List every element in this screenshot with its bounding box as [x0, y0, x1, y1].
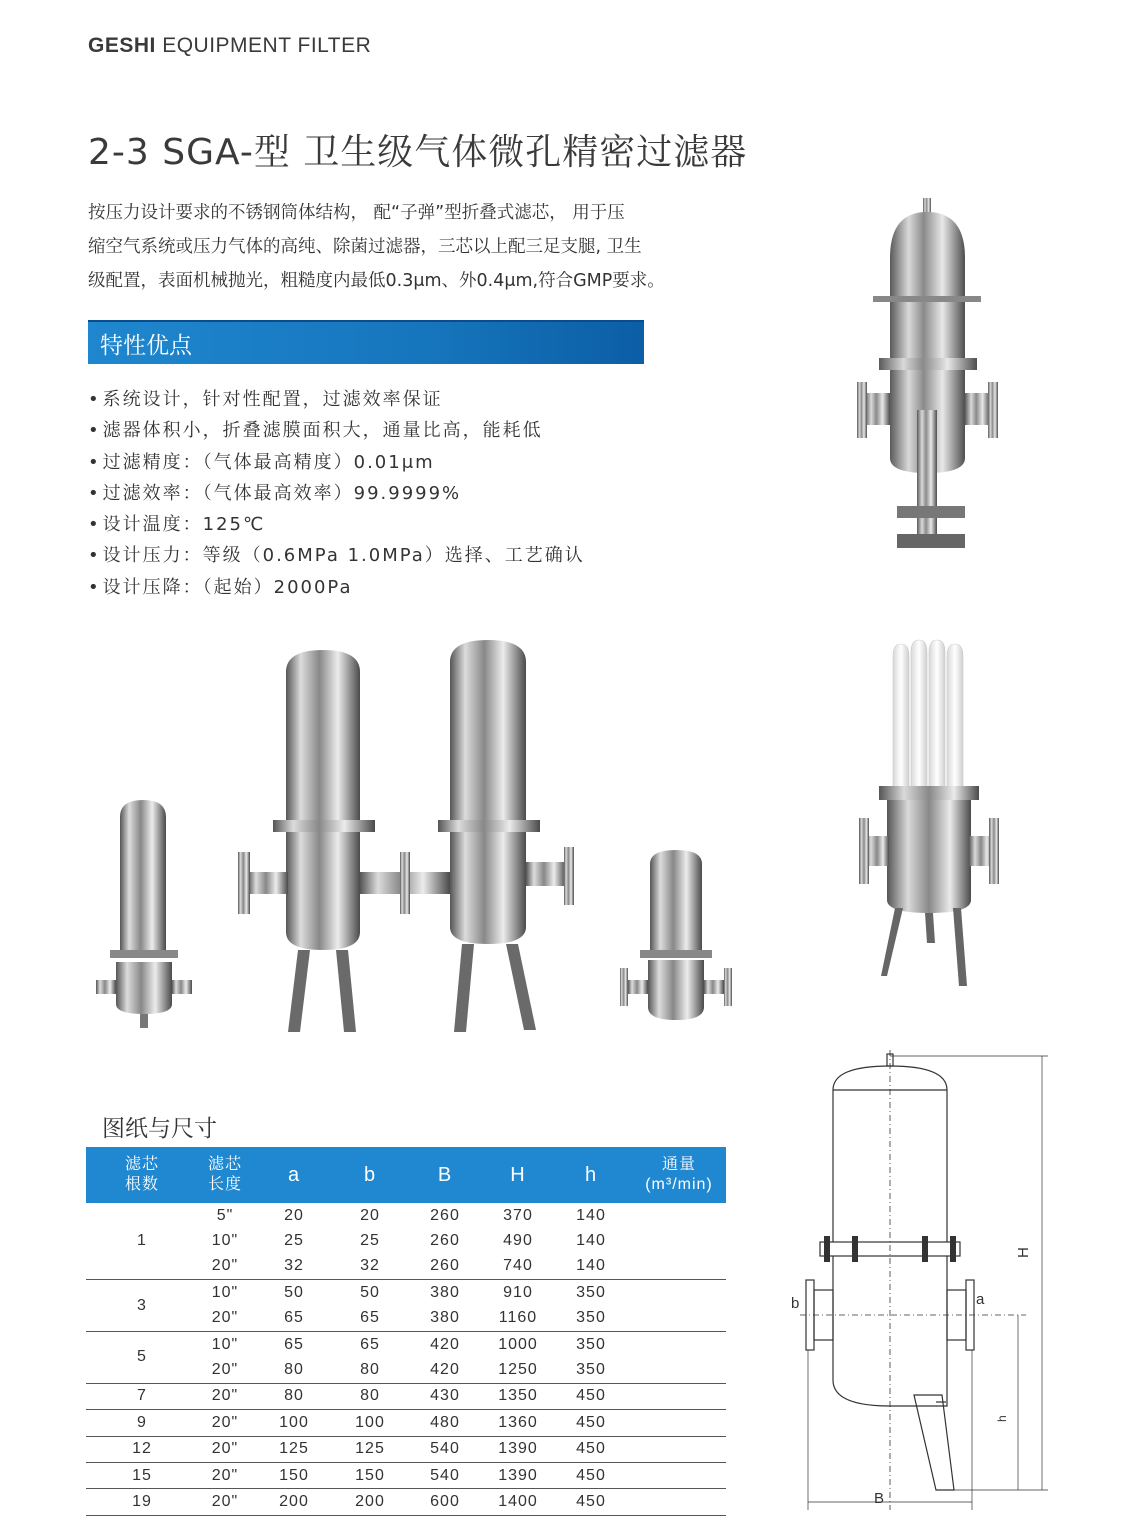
cell-H: 1390	[486, 1462, 550, 1488]
cell-flow	[632, 1306, 726, 1332]
cell-a: 20	[284, 1206, 304, 1224]
spec-table	[86, 1147, 726, 1516]
cell-length: 10"	[198, 1280, 252, 1306]
cell-length: 5"	[216, 1206, 234, 1224]
cell-length: 20"	[198, 1410, 252, 1436]
feature-item: • 设计压降：（起始）2000Pa	[88, 572, 585, 603]
dimensions-heading: 图纸与尺寸	[102, 1116, 217, 1142]
cell-count: 9	[86, 1410, 198, 1436]
cell-flow	[632, 1228, 726, 1253]
filter-group-photo	[88, 632, 738, 1037]
cell-count: 19	[86, 1489, 198, 1515]
cell-length: 10"	[211, 1232, 239, 1250]
cell-a: 125	[252, 1436, 336, 1462]
label-H: H	[1015, 1247, 1032, 1258]
col-header-count: 滤芯 根数	[86, 1147, 198, 1203]
table-row	[86, 1203, 726, 1228]
table-row	[86, 1383, 726, 1409]
cell-h: 450	[550, 1383, 632, 1409]
cell-h: 140	[576, 1257, 606, 1275]
cell-b: 100	[336, 1410, 404, 1436]
cell-B: 260	[430, 1257, 460, 1275]
label-h: h	[995, 1415, 1009, 1422]
intro-line: 级配置，表面机械抛光，粗糙度内最低0.3μm、外0.4μm,符合GMP要求。	[88, 271, 665, 291]
col-header-B: B	[404, 1147, 486, 1203]
cell-a: 80	[252, 1383, 336, 1409]
cell-b: 50	[336, 1280, 404, 1306]
cell-length: 20"	[211, 1361, 239, 1379]
table-row	[86, 1462, 726, 1488]
cell-count: 3	[86, 1280, 198, 1332]
features-list	[88, 384, 585, 603]
cell-H: 1000	[486, 1331, 550, 1357]
intro-paragraph	[88, 196, 748, 298]
cell-B: 380	[404, 1280, 486, 1306]
cell-H: 910	[486, 1280, 550, 1306]
col-header-a: a	[252, 1147, 336, 1203]
cell-a: 65	[252, 1331, 336, 1357]
cell-b: 32	[360, 1257, 380, 1275]
cell-H: 1160	[498, 1309, 538, 1327]
cell-b: 80	[336, 1383, 404, 1409]
cell-a: 150	[252, 1462, 336, 1488]
cell-count: 12	[86, 1436, 198, 1462]
cell-B: 260	[430, 1232, 460, 1250]
feature-item: • 设计压力：等级（0.6MPa 1.0MPa）选择、工艺确认	[88, 540, 585, 571]
cell-h: 350	[576, 1361, 606, 1379]
cell-length: 20"	[198, 1436, 252, 1462]
cell-h: 450	[550, 1489, 632, 1515]
cell-H: 1250	[498, 1361, 538, 1379]
feature-item: • 过滤效率：（气体最高效率）99.9999%	[88, 478, 585, 509]
table-row	[86, 1436, 726, 1462]
cell-B: 420	[430, 1361, 460, 1379]
cell-B: 540	[404, 1436, 486, 1462]
col-header-h: h	[550, 1147, 632, 1203]
cell-b: 125	[336, 1436, 404, 1462]
single-filter-photo	[845, 198, 1020, 560]
dimension-drawing	[786, 1050, 1052, 1512]
cell-h: 350	[550, 1331, 632, 1357]
cell-length: 20"	[211, 1309, 239, 1327]
cell-flow	[632, 1383, 726, 1409]
cell-h: 450	[550, 1436, 632, 1462]
cell-length: 20"	[198, 1383, 252, 1409]
cell-B: 260	[430, 1206, 460, 1224]
col-header-H: H	[486, 1147, 550, 1203]
cell-a: 50	[252, 1280, 336, 1306]
page-title: 2-3 SGA-型 卫生级气体微孔精密过滤器	[88, 132, 748, 173]
cell-flow	[632, 1357, 726, 1383]
cell-H: 740	[503, 1257, 533, 1275]
feature-item: • 滤器体积小，折叠滤膜面积大，通量比高，能耗低	[88, 415, 585, 446]
cell-b: 80	[360, 1361, 380, 1379]
feature-item: • 设计温度：125℃	[88, 509, 585, 540]
cell-length: 20"	[198, 1462, 252, 1488]
cell-B: 380	[430, 1309, 460, 1327]
cell-flow	[632, 1410, 726, 1436]
cell-H: 1390	[486, 1436, 550, 1462]
intro-line: 缩空气系统或压力气体的高纯、除菌过滤器，三芯以上配三足支腿, 卫生	[88, 237, 642, 257]
cell-B: 430	[404, 1383, 486, 1409]
label-b: b	[791, 1295, 800, 1312]
cell-h: 350	[550, 1280, 632, 1306]
cell-H: 1360	[486, 1410, 550, 1436]
cell-h: 450	[550, 1462, 632, 1488]
cell-flow	[632, 1203, 726, 1228]
cell-h: 450	[550, 1410, 632, 1436]
cell-H: 1400	[486, 1489, 550, 1515]
table-row	[86, 1331, 726, 1357]
col-header-b: b	[336, 1147, 404, 1203]
cell-H: 490	[503, 1232, 533, 1250]
cell-h: 140	[576, 1232, 606, 1250]
cell-B: 540	[404, 1462, 486, 1488]
cell-a: 200	[252, 1489, 336, 1515]
cell-b: 25	[360, 1232, 380, 1250]
cell-b: 20	[360, 1206, 380, 1224]
cell-count: 7	[86, 1383, 198, 1409]
table-row	[86, 1410, 726, 1436]
cell-flow	[632, 1331, 726, 1357]
cell-B: 480	[404, 1410, 486, 1436]
table-header-row	[86, 1147, 726, 1203]
cell-h: 350	[576, 1309, 606, 1327]
cell-b: 65	[360, 1309, 380, 1327]
cell-b: 150	[336, 1462, 404, 1488]
cell-h: 140	[576, 1206, 606, 1224]
table-row	[86, 1280, 726, 1306]
label-B: B	[874, 1490, 885, 1507]
cell-flow	[632, 1489, 726, 1515]
cell-flow	[632, 1254, 726, 1280]
brand-header: GESHI EQUIPMENT FILTER	[88, 34, 372, 57]
feature-item: • 过滤精度：（气体最高精度）0.01μm	[88, 447, 585, 478]
cell-b: 65	[336, 1331, 404, 1357]
cell-a: 65	[284, 1309, 304, 1327]
cell-B: 420	[404, 1331, 486, 1357]
cell-flow	[632, 1436, 726, 1462]
spec-table-body	[86, 1203, 726, 1515]
cell-B: 600	[404, 1489, 486, 1515]
col-header-length: 滤芯 长度	[198, 1147, 252, 1203]
cell-b: 200	[336, 1489, 404, 1515]
features-heading: 特性优点	[88, 322, 644, 364]
cell-a: 80	[284, 1361, 304, 1379]
cell-flow	[632, 1280, 726, 1306]
table-row	[86, 1489, 726, 1515]
cell-count: 15	[86, 1462, 198, 1488]
col-header-flow: 通量 (m³/min)	[632, 1147, 726, 1203]
cell-H: 1350	[486, 1383, 550, 1409]
intro-line: 按压力设计要求的不锈钢筒体结构， 配“子弹”型折叠式滤芯， 用于压	[88, 203, 625, 223]
cell-a: 100	[252, 1410, 336, 1436]
cell-flow	[632, 1462, 726, 1488]
cell-length: 20"	[211, 1257, 239, 1275]
cell-a: 25	[284, 1232, 304, 1250]
cell-H: 370	[503, 1206, 533, 1224]
open-filter-cartridge-photo	[855, 638, 1003, 990]
cell-count: 1	[137, 1232, 147, 1250]
cell-a: 32	[284, 1257, 304, 1275]
feature-item: • 系统设计，针对性配置，过滤效率保证	[88, 384, 585, 415]
cell-count: 5	[86, 1331, 198, 1383]
cell-length: 20"	[198, 1489, 252, 1515]
cell-length: 10"	[198, 1331, 252, 1357]
label-a: a	[976, 1291, 985, 1308]
